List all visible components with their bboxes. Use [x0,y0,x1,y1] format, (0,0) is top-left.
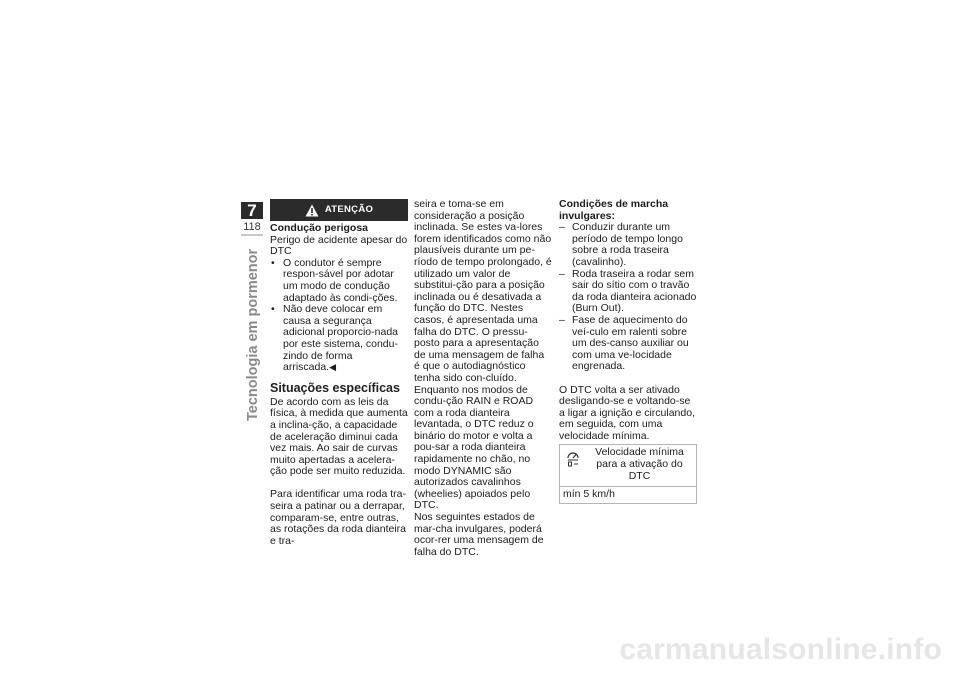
condition-item: – Fase de aquecimento do veí-culo em ralenti sobre um des-canso auxiliar ou com uma ve-locidade engrenada. [559,315,697,373]
paragraph: De acordo com as leis da física, à medida que aumenta a inclina-ção, a capacidade de aceleração diminui cada vez mais. Ao sair de curvas muito apertadas a acelera-ção pode ser muito reduzida. [270,395,408,478]
paragraph: seira e toma-se em consideração a posição inclinada. Se estes va-lores forem identificados como não plausíveis durante um pe-ríodo de tempo prolongado, é utilizado um valor de substitui-ção para a posição inclinada ou é desativada a função do DTC. Nestes casos, é apresentada uma falha do DTC. O pressu-posto para a apresentação de uma mensagem de falha é que o autodiagnóstico tenha sido con-cluído. [414,198,552,384]
condition-item: – Conduzir durante um período de tempo longo sobre a roda traseira (cavalinho). [559,222,697,268]
condition-item: – Roda traseira a rodar sem sair do sítio com o travão da roda dianteira acionado (Burn Out). [559,269,697,315]
spec-label: Velocidade mínima para a ativação do DTC [595,446,684,482]
chapter-number: 7 [241,202,263,219]
column-2 [414,199,552,558]
spec-value: mín 5 km/h [560,487,697,504]
watermark: carmanualsonline.info [619,633,942,666]
section-title: Situações específicas [270,380,400,395]
paragraph: O DTC volta a ser ativado desligando-se e voltando-se a ligar a ignição e circulando, em seguida, com uma velocidade mínima. [559,383,695,442]
warning-header [270,199,408,221]
spec-table [559,444,697,503]
page-number-divider [241,234,263,236]
column-3 [559,199,697,504]
paragraph: Enquanto nos modos de condu-ção RAIN e ROAD com a roda dianteira levantada, o DTC reduz o binário do motor e volta a pou-sar a roda dianteira rapidamente no chão, no modo DYNAMIC são autorizados cavalinhos (wheelies) apoiados pelo DTC. [414,383,534,512]
end-marker-icon: ◀ [329,362,337,373]
page-number: 118 [243,221,261,233]
column-1 [270,199,408,547]
speed-gauge-icon [566,448,580,468]
conditions-list [559,222,697,373]
chapter-title-vertical: Tecnologia em pormenor [245,248,261,421]
warning-bullet-list [270,258,408,374]
warning-text: Perigo de acidente apesar do DTC [270,233,408,258]
warning-title: Condução perigosa [270,222,369,234]
paragraph: Nos seguintes estados de mar-cha invulgares, poderá ocor-rer uma mensagem de falha do DTC. [414,511,544,558]
conditions-heading: Condições de marcha invulgares: [559,198,669,222]
warning-bullet: • O condutor é sempre respon-sável por adotar um modo de condução adaptado às condi-ções. [270,258,408,304]
spec-label-cell [560,445,697,487]
warning-label: ATENÇÃO [324,204,374,216]
warning-bullet: • Não deve colocar em causa a segurança adicional proporcio-nada por este sistema, condu-zindo de forma arriscada.◀ [270,304,408,374]
paragraph: Para identificar uma roda tra-seira a patinar ou a derrapar, comparam-se, entre outras, as rotações da roda dianteira e tra- [270,488,407,547]
warning-triangle-icon [305,204,319,217]
